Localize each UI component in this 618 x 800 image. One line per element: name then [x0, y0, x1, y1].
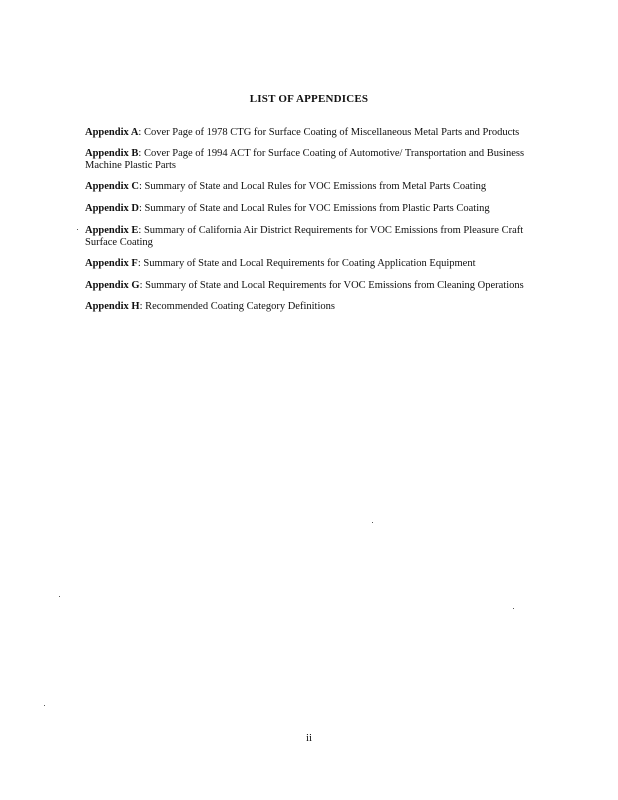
appendix-title: Cover Page of 1994 ACT for Surface Coating of Automotive/ Transportation and Business Machine Plastic Parts: [85, 148, 525, 171]
appendix-item-g: [85, 280, 525, 292]
page-title: LIST OF APPENDICES: [249, 93, 369, 105]
appendix-label: Appendix H: [85, 301, 140, 312]
appendix-label: Appendix D: [85, 203, 139, 214]
appendix-item-b: [85, 148, 525, 172]
appendix-item-a: [85, 127, 525, 139]
appendix-label: Appendix B: [85, 148, 139, 159]
appendix-separator: :: [138, 225, 144, 236]
appendix-title: Summary of State and Local Rules for VOC Emissions from Metal Parts Coating: [144, 181, 487, 192]
appendix-label: Appendix A: [85, 127, 139, 138]
appendix-item-d: [85, 203, 525, 215]
appendix-separator: :: [138, 203, 145, 214]
appendix-title: Cover Page of 1978 CTG for Surface Coating of Miscellaneous Metal Parts and Products: [143, 127, 520, 138]
appendix-title: Recommended Coating Category Definitions: [145, 301, 335, 312]
appendix-item-f: [85, 258, 525, 270]
appendix-label: Appendix G: [85, 280, 140, 291]
appendix-separator: :: [138, 181, 145, 192]
appendix-title: Summary of State and Local Requirements for VOC Emissions from Cleaning Operations: [145, 280, 524, 291]
appendix-separator: :: [138, 148, 144, 159]
appendix-separator: :: [139, 301, 146, 312]
page-number: ii: [305, 732, 313, 744]
scan-speck: [372, 522, 373, 523]
appendix-separator: :: [138, 127, 144, 138]
appendix-list: [85, 127, 525, 323]
appendix-separator: :: [139, 280, 146, 291]
appendix-title: Summary of California Air District Requirements for VOC Emissions from Pleasure Craft Surface Coating: [85, 225, 524, 248]
appendix-separator: :: [137, 258, 144, 269]
appendix-label: Appendix E: [85, 225, 139, 236]
appendix-title: Summary of State and Local Requirements for Coating Application Equipment: [143, 258, 476, 269]
appendix-label: Appendix F: [85, 258, 138, 269]
scan-speck: [77, 229, 78, 230]
appendix-item-h: [85, 301, 525, 313]
appendix-item-c: [85, 181, 525, 193]
scan-speck: [513, 608, 514, 609]
scan-speck: [59, 596, 60, 597]
appendix-label: Appendix C: [85, 181, 139, 192]
appendix-item-e: [85, 225, 525, 249]
scan-speck: [44, 705, 45, 706]
appendix-title: Summary of State and Local Rules for VOC Emissions from Plastic Parts Coating: [144, 203, 490, 214]
